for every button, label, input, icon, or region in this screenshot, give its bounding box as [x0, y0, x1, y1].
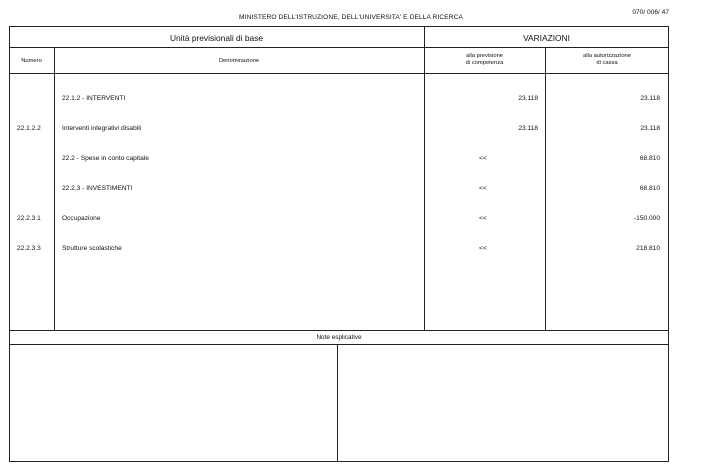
row-numero: 22.2.3.3 — [17, 245, 41, 252]
rule-above-notes — [9, 330, 669, 331]
row-competenza: 23.118 — [518, 125, 538, 132]
row-denominazione: Strutture scolastiche — [62, 245, 122, 252]
row-cassa: 23.118 — [640, 125, 660, 132]
ministry-header: MINISTERO DELL'ISTRUZIONE, DELL'UNIVERSITA' E DELLA RICERCA — [239, 14, 463, 21]
notes-title: Note esplicative — [316, 334, 362, 341]
rule-under-section-titles — [9, 47, 669, 48]
competenza-line-1: alla previsione — [465, 53, 504, 59]
row-cassa: 218.810 — [636, 245, 660, 252]
notes-right-panel — [338, 345, 668, 461]
competenza-line-2: di competenza — [465, 60, 504, 66]
row-denominazione: 22.2 - Spese in conto capitale — [62, 155, 149, 162]
notes-left-panel — [10, 345, 337, 461]
row-cassa: 68.810 — [639, 155, 660, 162]
cassa-line-2: di cassa — [596, 60, 618, 66]
cassa-line-1: alla autorizzazione — [582, 53, 631, 59]
row-denominazione: 22.1.2 - INTERVENTI — [62, 95, 126, 102]
row-competenza: 23.118 — [518, 95, 538, 102]
rule-numero-col — [54, 47, 55, 330]
column-header-numero: Numero — [21, 58, 42, 64]
row-competenza: << — [479, 185, 487, 192]
row-numero: 22.1.2.2 — [17, 125, 41, 132]
column-header-competenza — [424, 53, 545, 67]
row-cassa: 68.810 — [639, 185, 660, 192]
row-competenza: << — [479, 215, 487, 222]
row-competenza: << — [479, 245, 487, 252]
rule-variazioni-split — [424, 26, 425, 330]
row-numero: 22.2.3.1 — [17, 215, 41, 222]
rule-under-column-headers — [9, 73, 669, 74]
row-denominazione: Occupazione — [62, 215, 101, 222]
row-cassa: 23.118 — [640, 95, 660, 102]
row-denominazione: Interventi integrativi disabili — [62, 125, 142, 132]
section-title-left: Unità previsionali di base — [169, 33, 264, 43]
row-competenza: << — [479, 155, 487, 162]
row-denominazione: 22.2.3 - INVESTIMENTI — [62, 185, 133, 192]
row-cassa: -150.000 — [633, 215, 660, 222]
column-header-cassa — [545, 53, 669, 67]
section-title-variazioni: VARIAZIONI — [523, 33, 570, 43]
column-header-denominazione: Denominazione — [218, 58, 260, 64]
page-code: 070/ 006/ 47 — [632, 9, 669, 16]
